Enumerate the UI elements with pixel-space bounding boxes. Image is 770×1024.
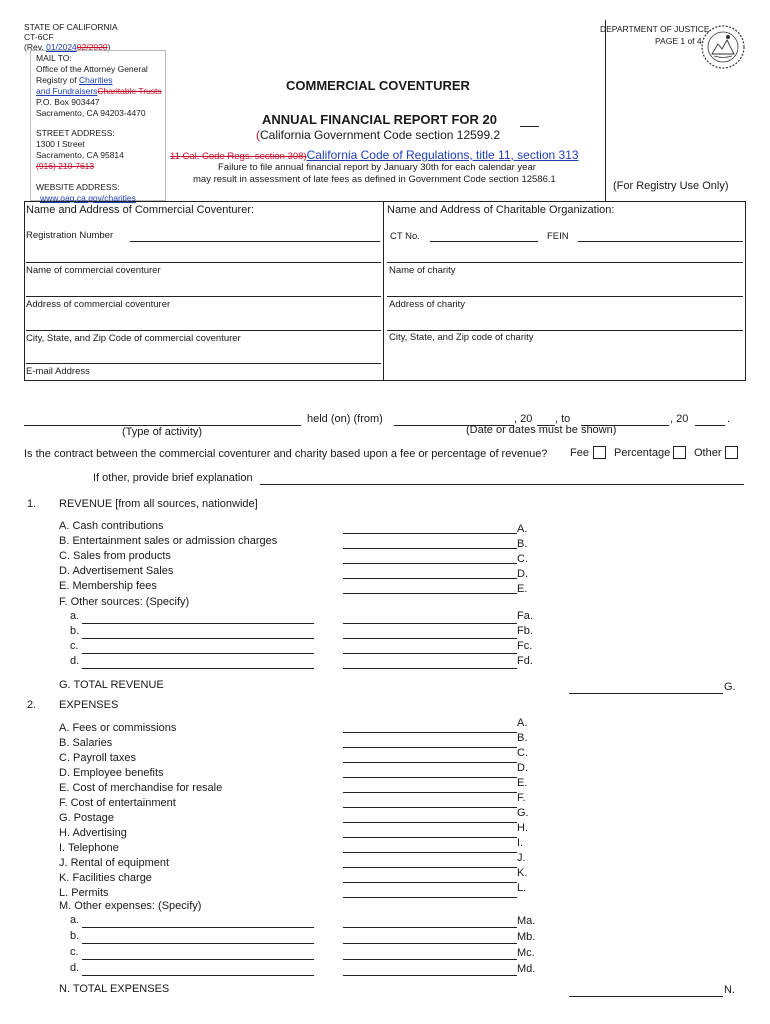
revenue-other-code: Fc. bbox=[517, 640, 533, 652]
expense-other-amount-field[interactable] bbox=[343, 943, 517, 944]
expense-line-code: J. bbox=[517, 852, 526, 864]
coventurer-city-field[interactable] bbox=[26, 330, 381, 331]
expense-other-letter: b. bbox=[70, 930, 80, 942]
email-field[interactable] bbox=[26, 363, 381, 364]
expense-line-label: A. Fees or commissions bbox=[59, 722, 177, 734]
expense-other-letter: a. bbox=[70, 914, 80, 926]
expense-other-code: Mc. bbox=[517, 947, 535, 959]
expense-other-letter: d. bbox=[70, 962, 80, 974]
total-expenses-label: N. TOTAL EXPENSES bbox=[59, 983, 170, 995]
charity-name-label: Name of charity bbox=[389, 265, 456, 276]
charity-address-field[interactable] bbox=[387, 296, 743, 297]
expense-other-letter: c. bbox=[70, 946, 79, 958]
expense-amount-field[interactable] bbox=[343, 852, 517, 853]
expenses-section-number: 2. bbox=[27, 699, 37, 711]
coventurer-address-field[interactable] bbox=[26, 296, 381, 297]
coventurer-address-label: Address of commercial coventurer bbox=[26, 299, 171, 310]
charity-city-label: City, State, and Zip code of charity bbox=[389, 332, 534, 343]
revenue-line-code: A. bbox=[517, 523, 528, 535]
state-seal-icon bbox=[700, 24, 746, 70]
expense-line-label: B. Salaries bbox=[59, 737, 113, 749]
revenue-other-code: Fb. bbox=[517, 625, 533, 637]
coventurer-name-label: Name of commercial coventurer bbox=[26, 265, 161, 276]
expense-amount-field[interactable] bbox=[343, 792, 517, 793]
state-label: STATE OF CALIFORNIA bbox=[24, 22, 118, 32]
report-title: ANNUAL FINANCIAL REPORT FOR 20 bbox=[262, 112, 497, 127]
revenue-line-code: D. bbox=[517, 568, 528, 580]
expense-other-description-field[interactable] bbox=[82, 943, 314, 944]
percentage-label: Percentage bbox=[614, 447, 671, 459]
expense-line-label: I. Telephone bbox=[59, 842, 119, 854]
expense-line-code: A. bbox=[517, 717, 528, 729]
revenue-other-description-field[interactable] bbox=[82, 623, 314, 624]
expense-line-code: E. bbox=[517, 777, 528, 789]
revenue-line-label: B. Entertainment sales or admission charges bbox=[59, 535, 278, 547]
page-number: PAGE 1 of 4 bbox=[655, 36, 702, 46]
revenue-line-label: E. Membership fees bbox=[59, 580, 157, 592]
mail-label: MAIL TO: bbox=[36, 53, 72, 63]
activity-type-label: (Type of activity) bbox=[122, 426, 203, 438]
expense-line-label: F. Cost of entertainment bbox=[59, 797, 176, 809]
expense-line-label: H. Advertising bbox=[59, 827, 127, 839]
mail-line-1: Office of the Attorney General bbox=[36, 64, 148, 74]
expense-line-label: K. Facilities charge bbox=[59, 872, 152, 884]
street-line-2: Sacramento, CA 95814 bbox=[36, 150, 124, 160]
year-from-label: , 20 bbox=[514, 413, 533, 425]
fein-label: FEIN bbox=[547, 231, 569, 242]
expense-other-description-field[interactable] bbox=[82, 959, 314, 960]
expense-line-code: G. bbox=[517, 807, 529, 819]
expense-amount-field[interactable] bbox=[343, 897, 517, 898]
expense-line-code: F. bbox=[517, 792, 526, 804]
ct-number-label: CT No. bbox=[390, 231, 420, 242]
expense-amount-field[interactable] bbox=[343, 867, 517, 868]
government-code: (California Government Code section 12599.2 bbox=[256, 128, 501, 142]
form-id: CT-6CF bbox=[24, 32, 54, 42]
to-label: , to bbox=[555, 413, 571, 425]
entity-info-divider bbox=[383, 201, 384, 381]
mail-line-5: Sacramento, CA 94203-4470 bbox=[36, 108, 146, 118]
form-title: COMMERCIAL COVENTURER bbox=[286, 78, 470, 93]
fee-label: Fee bbox=[570, 447, 589, 459]
revenue-other-description-field[interactable] bbox=[82, 668, 314, 669]
expense-line-label: L. Permits bbox=[59, 887, 109, 899]
expense-line-code: L. bbox=[517, 882, 527, 894]
revenue-other-label: F. Other sources: (Specify) bbox=[59, 596, 190, 608]
regulations-code: 11 Cal. Code Regs. section 308)California Code of Regulations, title 11, section 313 bbox=[170, 148, 579, 162]
revenue-amount-field[interactable] bbox=[343, 593, 517, 594]
total-expenses-code: N. bbox=[724, 984, 735, 996]
late-fee-warning-1: Failure to file annual financial report by January 30th for each calendar year bbox=[218, 162, 536, 173]
revenue-other-letter: b. bbox=[70, 625, 80, 637]
website-label: WEBSITE ADDRESS: bbox=[36, 182, 120, 192]
email-label: E-mail Address bbox=[26, 366, 90, 377]
department-label: DEPARTMENT OF JUSTICE bbox=[600, 24, 710, 34]
expense-amount-field[interactable] bbox=[343, 882, 517, 883]
year-to-field[interactable] bbox=[695, 425, 725, 426]
revenue-heading: REVENUE [from all sources, nationwide] bbox=[59, 498, 258, 510]
street-line-1: 1300 I Street bbox=[36, 139, 85, 149]
expense-other-amount-field[interactable] bbox=[343, 959, 517, 960]
expense-amount-field[interactable] bbox=[343, 732, 517, 733]
other-checkbox[interactable] bbox=[725, 446, 738, 459]
revenue-other-amount-field[interactable] bbox=[343, 623, 517, 624]
entity-info-box bbox=[24, 201, 746, 381]
expense-line-code: D. bbox=[517, 762, 528, 774]
ct-number-field[interactable] bbox=[430, 241, 538, 242]
expense-other-code: Mb. bbox=[517, 931, 536, 943]
revenue-line-code: B. bbox=[517, 538, 528, 550]
revenue-other-letter: a. bbox=[70, 610, 80, 622]
revenue-line-label: C. Sales from products bbox=[59, 550, 171, 562]
held-label: held (on) (from) bbox=[307, 413, 383, 425]
coventurer-city-label: City, State, and Zip Code of commercial coventurer bbox=[26, 333, 241, 344]
registration-number-field[interactable] bbox=[130, 241, 380, 242]
total-expenses-field[interactable] bbox=[569, 996, 723, 997]
report-year-field[interactable] bbox=[520, 126, 539, 127]
revenue-other-description-field[interactable] bbox=[82, 653, 314, 654]
year-to-label: , 20 bbox=[670, 413, 689, 425]
website-link[interactable]: www.oag.ca.gov/charities bbox=[40, 193, 136, 203]
dates-label: (Date or dates must be shown) bbox=[466, 424, 617, 436]
revision-date: (Rev. 01/202402/2020) bbox=[24, 42, 111, 52]
expense-line-label: G. Postage bbox=[59, 812, 115, 824]
other-label: Other bbox=[694, 447, 722, 459]
expenses-other-label: M. Other expenses: (Specify) bbox=[59, 900, 202, 912]
revenue-other-letter: c. bbox=[70, 640, 79, 652]
expense-line-label: J. Rental of equipment bbox=[59, 857, 170, 869]
mail-line-3: and FundraisersCharitable Trusts bbox=[36, 86, 162, 96]
activity-period: . bbox=[727, 413, 731, 425]
expense-other-description-field[interactable] bbox=[82, 927, 314, 928]
revenue-other-code: Fa. bbox=[517, 610, 533, 622]
expense-other-code: Md. bbox=[517, 963, 536, 975]
fee-checkbox[interactable] bbox=[593, 446, 606, 459]
revenue-other-amount-field[interactable] bbox=[343, 638, 517, 639]
total-revenue-code: G. bbox=[724, 681, 736, 693]
expense-line-code: B. bbox=[517, 732, 528, 744]
expense-line-code: H. bbox=[517, 822, 528, 834]
other-explanation-label: If other, provide brief explanation bbox=[93, 472, 253, 484]
revenue-amount-field[interactable] bbox=[343, 563, 517, 564]
revenue-line-label: A. Cash contributions bbox=[59, 520, 164, 532]
fein-field[interactable] bbox=[578, 241, 743, 242]
expense-amount-field[interactable] bbox=[343, 822, 517, 823]
street-phone-old: (916) 210-7613 bbox=[36, 161, 95, 171]
expense-line-label: C. Payroll taxes bbox=[59, 752, 137, 764]
expense-amount-field[interactable] bbox=[343, 807, 517, 808]
street-label: STREET ADDRESS: bbox=[36, 128, 115, 138]
mail-line-4: P.O. Box 903447 bbox=[36, 97, 100, 107]
expense-line-code: K. bbox=[517, 867, 528, 879]
mail-line-2: Registry of Charities bbox=[36, 75, 113, 85]
contract-question: Is the contract between the commercial coventurer and charity based upon a fee or percentage of revenue? bbox=[24, 448, 548, 460]
expense-other-amount-field[interactable] bbox=[343, 975, 517, 976]
revenue-other-code: Fd. bbox=[517, 655, 533, 667]
revenue-amount-field[interactable] bbox=[343, 548, 517, 549]
charity-header: Name and Address of Charitable Organization: bbox=[387, 204, 615, 216]
expense-other-amount-field[interactable] bbox=[343, 927, 517, 928]
revenue-section-number: 1. bbox=[27, 498, 37, 510]
expense-amount-field[interactable] bbox=[343, 747, 517, 748]
total-revenue-field[interactable] bbox=[569, 693, 723, 694]
expense-amount-field[interactable] bbox=[343, 762, 517, 763]
revenue-line-label: D. Advertisement Sales bbox=[59, 565, 174, 577]
coventurer-header: Name and Address of Commercial Coventurer: bbox=[26, 204, 255, 216]
expense-amount-field[interactable] bbox=[343, 837, 517, 838]
revenue-other-description-field[interactable] bbox=[82, 638, 314, 639]
registration-number-label: Registration Number bbox=[26, 230, 114, 241]
expense-other-description-field[interactable] bbox=[82, 975, 314, 976]
other-explanation-field[interactable] bbox=[260, 484, 744, 485]
registry-use-label: (For Registry Use Only) bbox=[613, 180, 729, 192]
total-revenue-label: G. TOTAL REVENUE bbox=[59, 679, 164, 691]
coventurer-name-field[interactable] bbox=[26, 262, 381, 263]
expense-other-code: Ma. bbox=[517, 915, 536, 927]
expense-amount-field[interactable] bbox=[343, 777, 517, 778]
revenue-other-amount-field[interactable] bbox=[343, 653, 517, 654]
late-fee-warning-2: may result in assessment of late fees as defined in Government Code section 12586.1 bbox=[193, 174, 556, 185]
revenue-other-amount-field[interactable] bbox=[343, 668, 517, 669]
revenue-line-code: E. bbox=[517, 583, 528, 595]
expenses-heading: EXPENSES bbox=[59, 699, 119, 711]
expense-line-code: I. bbox=[517, 837, 524, 849]
charity-name-field[interactable] bbox=[387, 262, 743, 263]
revenue-amount-field[interactable] bbox=[343, 533, 517, 534]
percentage-checkbox[interactable] bbox=[673, 446, 686, 459]
registry-divider bbox=[605, 20, 606, 201]
revenue-line-code: C. bbox=[517, 553, 528, 565]
expense-line-code: C. bbox=[517, 747, 528, 759]
charity-city-field[interactable] bbox=[387, 330, 743, 331]
charity-address-label: Address of charity bbox=[389, 299, 466, 310]
expense-line-label: E. Cost of merchandise for resale bbox=[59, 782, 223, 794]
expense-line-label: D. Employee benefits bbox=[59, 767, 164, 779]
revenue-other-letter: d. bbox=[70, 655, 80, 667]
revenue-amount-field[interactable] bbox=[343, 578, 517, 579]
